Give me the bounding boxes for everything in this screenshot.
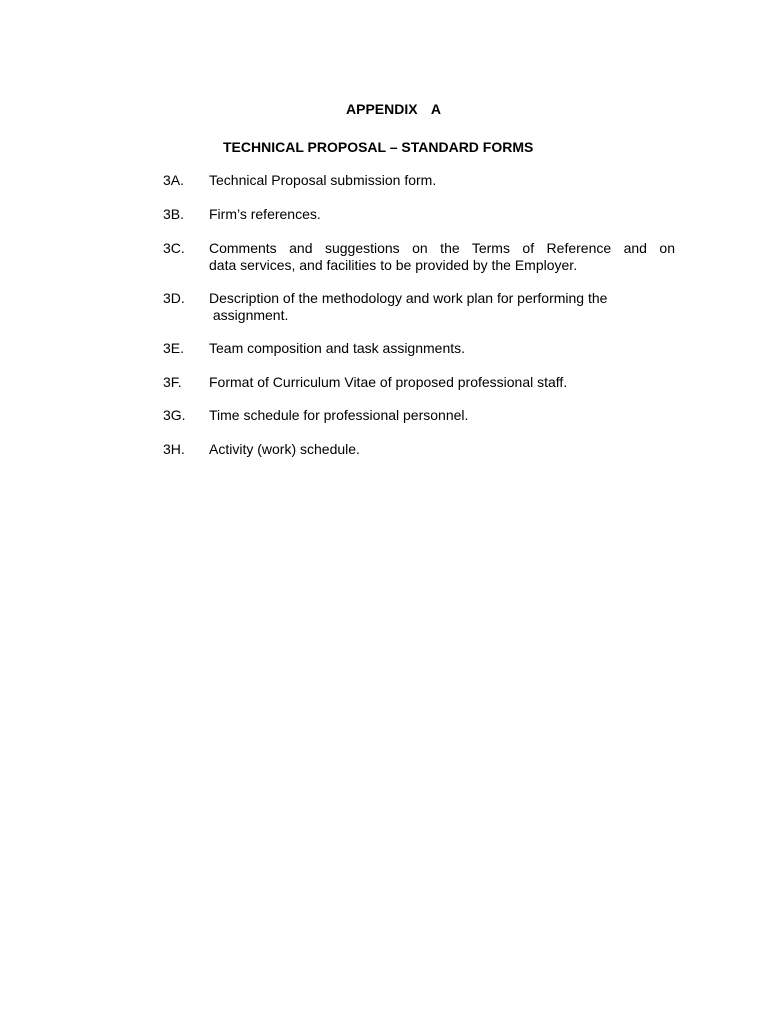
item-text-line-2: data services, and facilities to be provided by the Employer. xyxy=(209,257,578,273)
item-code: 3G. xyxy=(163,407,186,423)
section-title: TECHNICAL PROPOSAL – STANDARD FORMS xyxy=(223,139,534,155)
item-text: Activity (work) schedule. xyxy=(209,441,360,457)
item-code: 3H. xyxy=(163,441,185,457)
item-text: Time schedule for professional personnel. xyxy=(209,407,469,423)
item-code: 3C. xyxy=(163,240,185,256)
item-text-line-1: Description of the methodology and work plan for performing the xyxy=(209,290,608,306)
item-text-line-2: assignment. xyxy=(209,307,289,323)
item-code: 3E. xyxy=(163,340,185,356)
item-text-line-1: Comments and suggestions on the Terms of Reference and on xyxy=(209,240,675,256)
item-code: 3D. xyxy=(163,290,185,306)
item-code: 3A. xyxy=(163,172,185,188)
item-code: 3B. xyxy=(163,206,185,222)
appendix-title: APPENDIX A xyxy=(346,101,441,117)
item-text: Firm’s references. xyxy=(209,206,321,222)
item-text xyxy=(209,290,675,324)
item-text xyxy=(209,240,675,274)
item-text: Technical Proposal submission form. xyxy=(209,172,437,188)
item-code: 3F. xyxy=(163,374,182,390)
item-text: Team composition and task assignments. xyxy=(209,340,466,356)
item-text: Format of Curriculum Vitae of proposed professional staff. xyxy=(209,374,568,390)
